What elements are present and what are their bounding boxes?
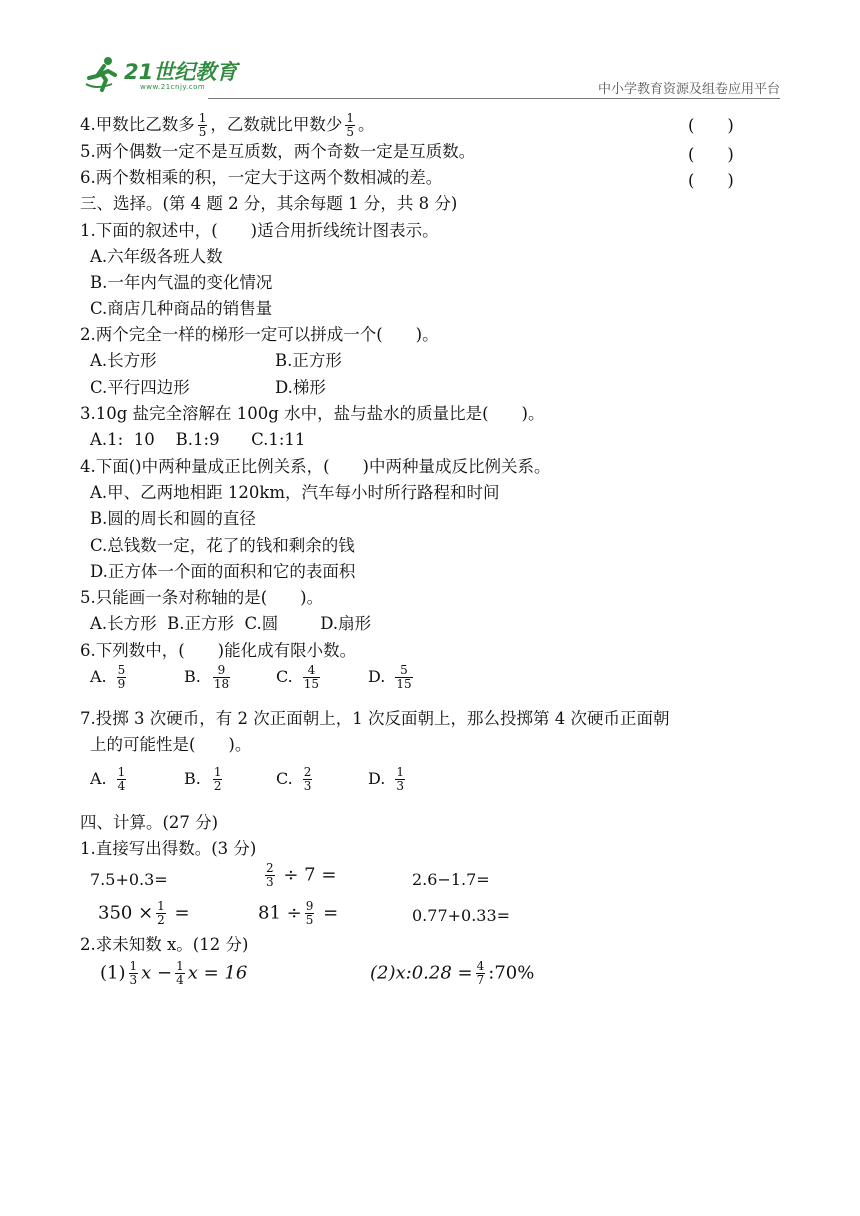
section3-title: 三、选择。(第 4 题 2 分，其余每题 1 分，共 8 分) — [80, 194, 458, 213]
s3-q2-option-d: D.梯形 — [275, 378, 326, 397]
s3-q7-option-c: C. $\frac{2}{3}$ — [276, 765, 312, 793]
calc-item-2: $\frac{2}{3}$ ÷ 7 = — [266, 861, 337, 889]
s3-q1: 1.下面的叙述中，( )适合用折线统计图表示。 — [80, 221, 439, 240]
fraction: $\frac{1}{5}$ — [346, 111, 355, 139]
s3-q4-option-c: C.总钱数一定，花了的钱和剩余的钱 — [90, 536, 355, 555]
s4-q1: 1.直接写出得数。(3 分) — [80, 839, 257, 858]
s3-q7-line1: 7.投掷 3 次硬币，有 2 次正面朝上，1 次反面朝上，那么投掷第 4 次硬币正面朝 — [80, 709, 670, 728]
s3-q6-option-a: A. $\frac{5}{9}$ — [90, 663, 126, 691]
calc-item-3: 2.6−1.7= — [412, 870, 490, 889]
s3-q2: 2.两个完全一样的梯形一定可以拼成一个( )。 — [80, 325, 439, 344]
logo-text: 21世纪教育 — [124, 60, 238, 84]
header-divider — [208, 98, 780, 99]
logo — [80, 52, 280, 98]
fraction: $\frac{1}{5}$ — [198, 111, 207, 139]
s3-q7-option-a: A. $\frac{1}{4}$ — [90, 765, 126, 793]
s3-q6-option-c: C. $\frac{4}{15}$ — [276, 663, 320, 691]
judge-q5: 5.两个偶数一定不是互质数，两个奇数一定是互质数。 — [80, 142, 476, 161]
s3-q4-option-d: D.正方体一个面的面积和它的表面积 — [90, 562, 356, 581]
s3-q1-option-c: C.商店几种商品的销售量 — [90, 299, 273, 318]
judge-q4-text-a: 4.甲数比乙数多 — [80, 115, 195, 134]
s3-q4-option-a: A.甲、乙两地相距 120km，汽车每小时所行路程和时间 — [90, 483, 500, 502]
s3-q4-option-b: B.圆的周长和圆的直径 — [90, 509, 256, 528]
runner-logo-icon — [84, 54, 124, 94]
page-header — [80, 52, 780, 100]
s3-q3: 3.10g 盐完全溶解在 100g 水中，盐与盐水的质量比是( )。 — [80, 404, 545, 423]
s3-q1-option-b: B.一年内气温的变化情况 — [90, 273, 273, 292]
logo-subtext: www.21cnjy.com — [140, 83, 206, 91]
s3-q4: 4.下面()中两种量成正比例关系，( )中两种量成反比例关系。 — [80, 457, 551, 476]
calc-item-6: 0.77+0.33= — [412, 906, 511, 925]
answer-blank[interactable]: ( ) — [688, 145, 734, 164]
s3-q7-option-b: B. $\frac{1}{2}$ — [184, 765, 222, 793]
s3-q2-option-c: C.平行四边形 — [90, 378, 190, 397]
s3-q1-option-a: A.六年级各班人数 — [90, 247, 223, 266]
s3-q6-option-d: D. $\frac{5}{15}$ — [368, 663, 412, 691]
judge-q6: 6.两个数相乘的积，一定大于这两个数相减的差。 — [80, 168, 443, 187]
s3-q2-option-b: B.正方形 — [275, 351, 342, 370]
s3-q7-line2: 上的可能性是( )。 — [90, 735, 252, 754]
s3-q5: 5.只能画一条对称轴的是( )。 — [80, 588, 324, 607]
s3-q5-options: A.长方形 B.正方形 C.圆 D.扇形 — [90, 614, 372, 633]
s3-q3-options: A.1: 10 B.1:9 C.1:11 — [90, 430, 306, 449]
equation-1: (1) $\frac{1}{3}$ x − $\frac{1}{4}$ x = 16 — [100, 959, 248, 987]
platform-name: 中小学教育资源及组卷应用平台 — [597, 82, 780, 97]
answer-blank[interactable]: ( ) — [688, 116, 734, 135]
calc-item-5: 81 ÷ $\frac{9}{5}$ = — [258, 899, 339, 927]
calc-item-4: 350 × $\frac{1}{2}$ = — [98, 899, 190, 927]
answer-blank[interactable]: ( ) — [688, 171, 734, 190]
s3-q6: 6.下列数中，( )能化成有限小数。 — [80, 641, 357, 660]
s3-q6-option-b: B. $\frac{9}{18}$ — [184, 663, 230, 691]
judge-q4: 4.甲数比乙数多 $\frac{1}{5}$ ，乙数就比甲数少 $\frac{1}{5}$ 。 — [80, 111, 375, 139]
section4-title: 四、计算。(27 分) — [80, 813, 219, 832]
s4-q2: 2.求未知数 x。(12 分) — [80, 935, 249, 954]
equation-2: (2)x:0.28 = $\frac{4}{7}$ :70% — [370, 959, 535, 987]
judge-q4-text-b: ，乙数就比甲数少 — [210, 115, 343, 134]
s3-q7-option-d: D. $\frac{1}{3}$ — [368, 765, 404, 793]
calc-item-1: 7.5+0.3= — [90, 870, 168, 889]
s3-q2-option-a: A.长方形 — [90, 351, 157, 370]
